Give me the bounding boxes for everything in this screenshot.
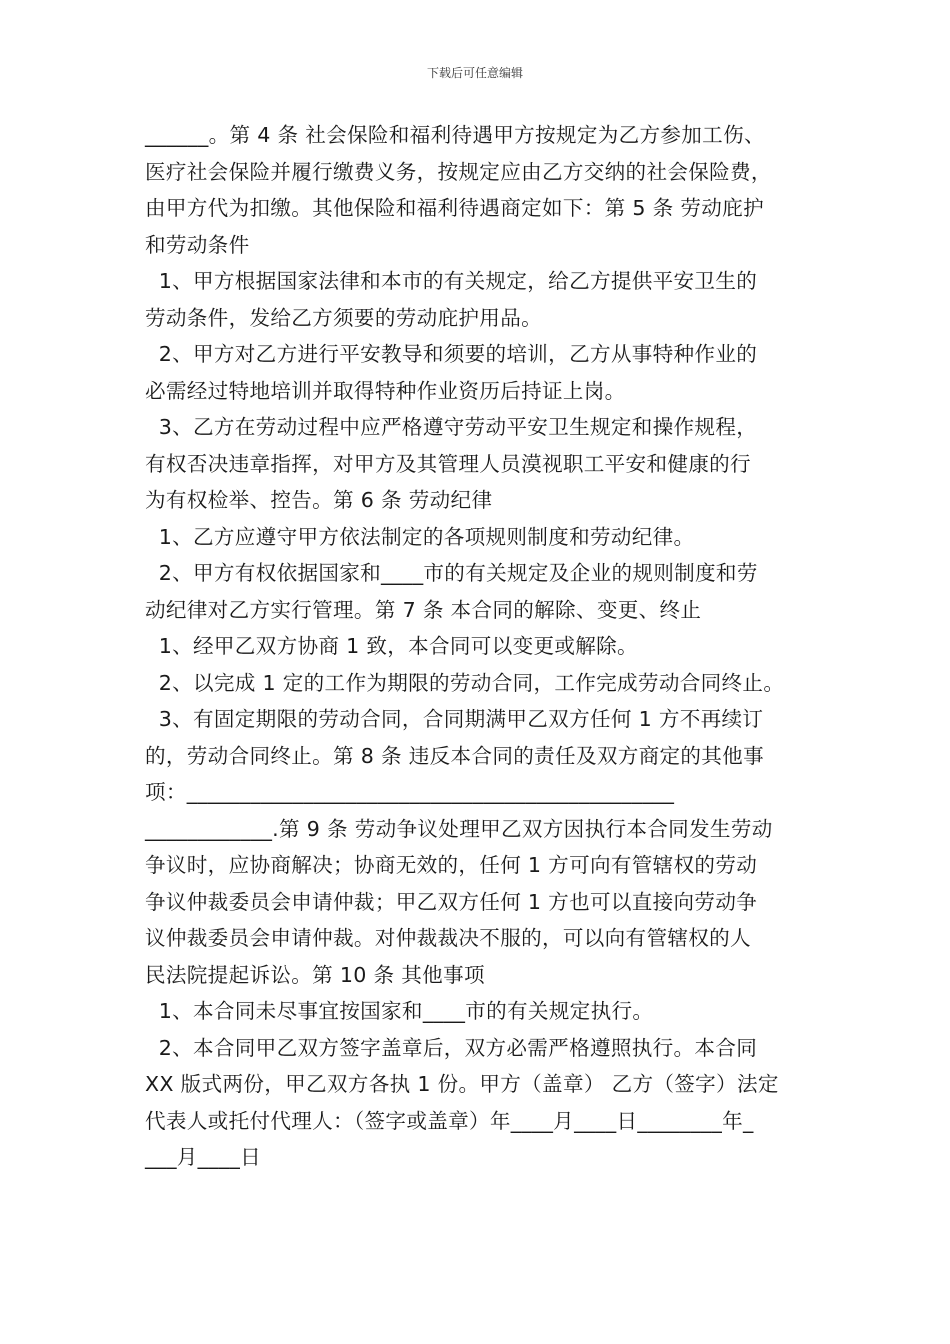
text-line: ______。第 4 条 社会保险和福利待遇甲方按规定为乙方参加工伤、 xyxy=(145,123,765,147)
text-line: 项：______________________________________________ xyxy=(145,780,675,804)
page-header-note: 下载后可任意编辑 xyxy=(426,66,523,80)
text-line: 1、甲方根据国家法律和本市的有关规定，给乙方提供平安卫生的 xyxy=(145,269,758,293)
text-line: 1、经甲乙双方协商 1 致，本合同可以变更或解除。 xyxy=(145,634,638,658)
text-line: 3、有固定期限的劳动合同，合同期满甲乙双方任何 1 方不再续订 xyxy=(145,707,764,731)
document-body xyxy=(145,117,810,1176)
text-line: 为有权检举、控告。第 6 条 劳动纪律 xyxy=(145,488,493,512)
text-line: 2、甲方对乙方进行平安教导和须要的培训，乙方从事特种作业的 xyxy=(145,342,758,366)
text-line: 劳动条件，发给乙方须要的劳动庇护用品。 xyxy=(145,305,542,330)
text-line: 2、甲方有权依据国家和____市的有关规定及企业的规则制度和劳 xyxy=(145,561,758,585)
text-line: 有权否决违章指挥，对甲方及其管理人员漠视职工平安和健康的行 xyxy=(145,451,751,476)
text-line: 和劳动条件 xyxy=(145,232,250,257)
text-line: 3、乙方在劳动过程中应严格遵守劳动平安卫生规定和操作规程， xyxy=(145,415,758,439)
text-line: 1、本合同未尽事宜按国家和____市的有关规定执行。 xyxy=(145,999,654,1023)
text-line: 医疗社会保险并履行缴费义务，按规定应由乙方交纳的社会保险费， xyxy=(145,159,772,184)
text-line: ___月____日 xyxy=(145,1145,261,1169)
text-line: 2、以完成 1 定的工作为期限的劳动合同，工作完成劳动合同终止。 xyxy=(145,670,785,695)
text-line: 代表人或托付代理人：（签字或盖章）年____月____日________年_ xyxy=(145,1108,754,1133)
text-line: 必需经过特地培训并取得特种作业资历后持证上岗。 xyxy=(145,378,626,403)
text-line: 1、乙方应遵守甲方依法制定的各项规则制度和劳动纪律。 xyxy=(145,524,695,549)
text-line: ____________.第 9 条 劳动争议处理甲乙双方因执行本合同发生劳动 xyxy=(145,816,773,841)
text-line: XX 版式两份，甲乙双方各执 1 份。甲方（盖章） 乙方（签字）法定 xyxy=(145,1072,779,1096)
text-line: 动纪律对乙方实行管理。第 7 条 本合同的解除、变更、终止 xyxy=(145,597,702,622)
text-line: 争议仲裁委员会申请仲裁；甲乙双方任何 1 方也可以直接向劳动争 xyxy=(145,889,758,914)
text-line: 争议时，应协商解决；协商无效的，任何 1 方可向有管辖权的劳动 xyxy=(145,853,758,877)
text-line: 由甲方代为扣缴。其他保险和福利待遇商定如下：第 5 条 劳动庇护 xyxy=(145,196,764,220)
text-line: 民法院提起诉讼。第 10 条 其他事项 xyxy=(145,962,485,987)
text-line: 议仲裁委员会申请仲裁。对仲裁裁决不服的，可以向有管辖权的人 xyxy=(145,926,751,950)
text-line: 的，劳动合同终止。第 8 条 违反本合同的责任及双方商定的其他事 xyxy=(145,743,764,768)
text-line: 2、本合同甲乙双方签字盖章后，双方必需严格遵照执行。本合同 xyxy=(145,1035,758,1060)
